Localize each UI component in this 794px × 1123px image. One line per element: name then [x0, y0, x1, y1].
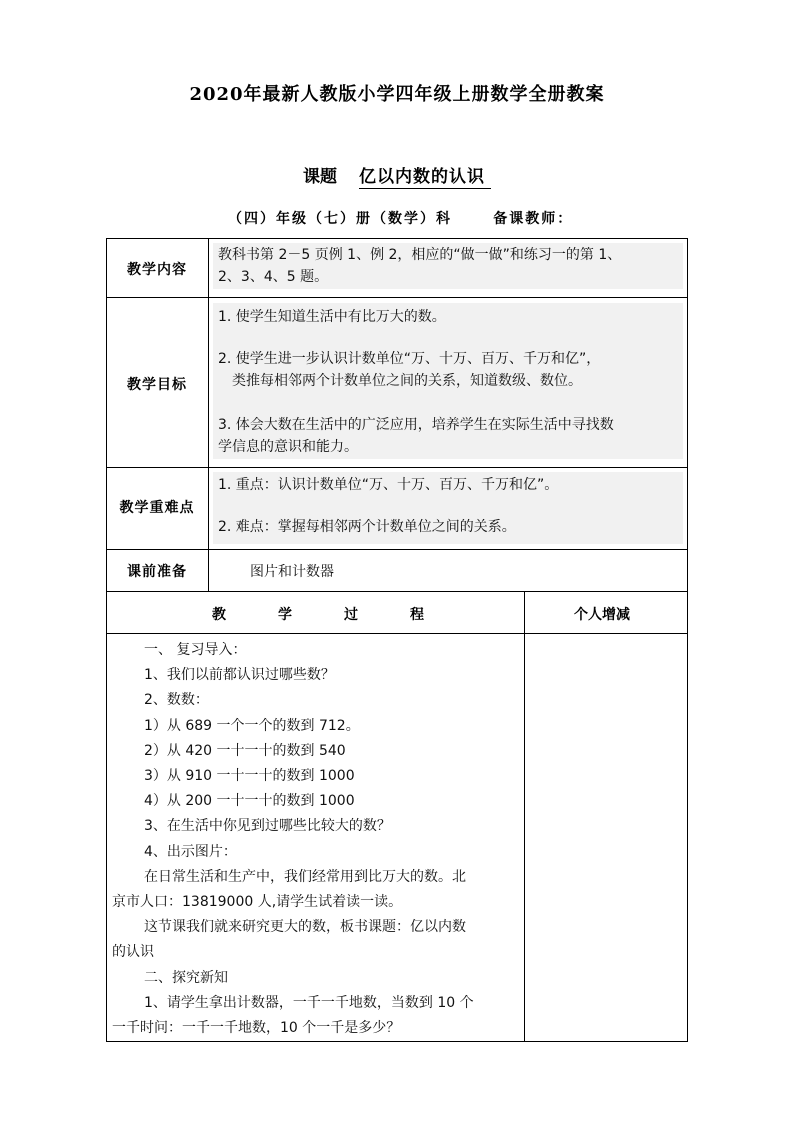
process-line: 二、探究新知	[144, 969, 228, 986]
label-column-divider	[208, 238, 209, 591]
process-line: 2）从 420 一十一十的数到 540	[144, 742, 346, 759]
keypoints-label: 教学重难点	[119, 500, 195, 516]
process-line: 3）从 910 一十一十的数到 1000	[144, 768, 355, 785]
table-divider	[106, 549, 688, 550]
process-header-char: 程	[410, 607, 424, 623]
process-line: 3、在生活中你见到过哪些比较大的数？	[144, 818, 391, 835]
table-border-right	[687, 238, 688, 1042]
table-divider	[106, 297, 688, 298]
process-line: 1）从 689 一个一个的数到 712。	[144, 717, 360, 734]
lesson-title	[0, 162, 794, 187]
process-line: 1、我们以前都认识过哪些数？	[144, 667, 335, 684]
table-border-top	[106, 238, 688, 239]
table-divider	[106, 467, 688, 468]
process-line: 4、出示图片：	[144, 843, 237, 860]
table-divider	[106, 633, 688, 634]
process-line: 一千时问：一千一千地数，10 个一千是多少？	[112, 1020, 401, 1037]
process-line: 一、 复习导入：	[144, 642, 247, 658]
preparation-text: 图片和计数器	[250, 564, 334, 580]
process-line: 京市人口：13819000 人,请学生试着读一读。	[112, 894, 403, 911]
keypoint-item: 1. 重点：认识计数单位“万、十万、百万、千万和亿”。	[218, 477, 559, 493]
goal-item-continued: 类推每相邻两个计数单位之间的关系，知道数级、数位。	[232, 373, 582, 389]
document-title: 2020年最新人教版小学四年级上册数学全册教案	[189, 84, 605, 105]
preparation-label: 课前准备	[127, 564, 187, 580]
table-border-left	[106, 238, 107, 1042]
goal-item: 3. 体会大数在生活中的广泛应用，培养学生在实际生活中寻找数	[218, 417, 614, 433]
teaching-process-text	[112, 638, 522, 1041]
table-divider	[106, 591, 688, 592]
keypoint-item: 2. 难点：掌握每相邻两个计数单位之间的关系。	[218, 519, 516, 535]
lesson-topic: 亿以内数的认识	[359, 167, 491, 189]
goal-item-continued: 学信息的意识和能力。	[218, 439, 358, 455]
personal-adjust-header: 个人增减	[574, 607, 630, 623]
process-column-divider	[524, 591, 525, 1041]
content-label: 教学内容	[127, 262, 187, 278]
process-line: 2、数数：	[144, 692, 209, 709]
process-line: 4）从 200 一十一十的数到 1000	[144, 793, 355, 810]
process-line: 的认识	[112, 944, 154, 961]
grade-subject-line: （四）年级（七）册（数学）科 备课教师：	[228, 211, 574, 227]
process-line: 这节课我们就来研究更大的数，板书课题：亿以内数	[144, 919, 466, 936]
content-text	[218, 244, 683, 288]
process-header-char: 教	[212, 607, 226, 623]
content-line: 2、3、4、5 题。	[218, 269, 329, 285]
lesson-label: 课题	[303, 167, 337, 187]
process-header-char: 学	[278, 607, 292, 623]
goals-label: 教学目标	[127, 377, 187, 393]
goal-item: 2. 使学生进一步认识计数单位“万、十万、百万、千万和亿”，	[218, 351, 601, 367]
process-header-char: 过	[344, 607, 358, 623]
content-line: 教科书第 2－5 页例 1、例 2，相应的“做一做”和练习一的第 1、	[218, 247, 622, 263]
process-line: 1、请学生拿出计数器，一千一千地数，当数到 10 个	[144, 994, 474, 1011]
goal-item: 1. 使学生知道生活中有比万大的数。	[218, 309, 446, 325]
process-line: 在日常生活和生产中，我们经常用到比万大的数。北	[144, 868, 466, 885]
